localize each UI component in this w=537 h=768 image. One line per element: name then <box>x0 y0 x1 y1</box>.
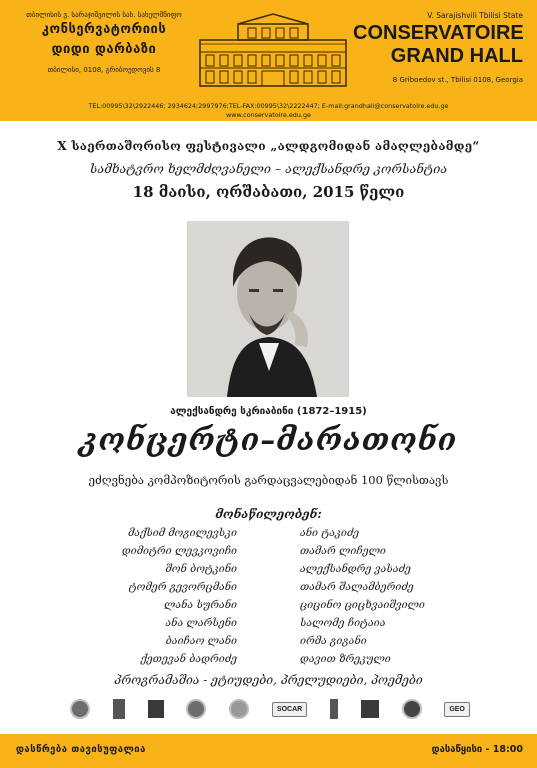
emblem-icon <box>70 698 90 720</box>
performer-name: შონ ბოტკინი <box>165 563 237 575</box>
eagle-crest-icon <box>113 698 125 720</box>
performer-name: მაქსიმ მოგილევსკი <box>128 527 237 539</box>
performer-row <box>0 653 537 671</box>
header-contact <box>0 102 537 120</box>
performer-name: ანი ტაკიძე <box>300 527 360 539</box>
header-left-subtitle: თბილისის ვ. სარაჯიშვილის სახ. სახელმწიფო <box>26 11 182 19</box>
performer-name: თამარ ლიჩელი <box>300 545 386 557</box>
round-seal-icon <box>186 698 206 720</box>
socar-logo-text: SOCAR <box>272 702 307 717</box>
composer-name: ალექსანდრე სკრიაბინი (1872–1915) <box>170 406 367 417</box>
geo-logo-text: GEO <box>444 702 470 717</box>
performer-name: ლანა სურანი <box>164 599 237 611</box>
figure-logo-icon <box>402 698 422 720</box>
performer-name: დიმიტრი ლევკოვიჩი <box>121 545 237 557</box>
program-line: პროგრამაშია - ეტიუდები, პრელუდიები, პოემები <box>114 673 423 687</box>
performer-name: ალექსანდრე ვასაძე <box>300 563 411 575</box>
performer-row <box>0 563 537 581</box>
header-left-title-2: დიდი დარბაზი <box>51 42 157 57</box>
performer-name: ირმა გიგანი <box>300 635 367 647</box>
sponsor-logos <box>70 696 470 722</box>
building-logo-icon <box>148 698 164 720</box>
footer-banner <box>0 734 537 768</box>
performer-name: თამარ შალამბერიძე <box>300 581 414 593</box>
header-right-title-2: GRAND HALL <box>390 45 523 67</box>
artistic-director: სამხატვრო ხელმძღვანელი – ალექსანდრე კორსანტია <box>89 161 448 176</box>
header-banner <box>0 0 537 121</box>
participants-label: მონაწილეობენ: <box>215 507 322 521</box>
geo-logo-icon <box>444 698 470 720</box>
header-right-address: 8 Griboedov st., Tbilisi 0108, Georgia <box>392 76 523 84</box>
header-left-address: თბილისი, 0108, გრიბოედოვის 8 <box>47 66 161 74</box>
festival-title: X საერთაშორისო ფესტივალი „ალდგომიდან ამაღლებამდე“ <box>57 139 480 153</box>
concert-title: კონცერტი–მარათონი <box>79 423 458 458</box>
performer-name: სალომე ჩიტაია <box>300 617 386 629</box>
conservatoire-building-icon <box>198 10 348 90</box>
performer-row <box>0 527 537 545</box>
header-right-subtitle: V. Sarajishvili Tbilisi State <box>427 11 523 20</box>
free-entrance-text: დასწრება თავისუფალია <box>16 744 146 755</box>
header-right-english <box>353 10 523 84</box>
start-time-text: დასაწყისი - 18:00 <box>431 744 523 755</box>
contact-line: TEL:00995\32\2922446; 2934624;2997976;TEL-FAX:00995\32\2222447; E-mail:grandhall@conservatoire.edu.ge <box>88 102 449 110</box>
performer-name: ქეთევან ბადრიძე <box>140 653 237 665</box>
performer-row <box>0 617 537 635</box>
website-link[interactable]: www.conservatoire.edu.ge <box>226 111 311 119</box>
tower-logo-icon <box>330 698 338 720</box>
performer-name: ბაიჩაო ლანი <box>165 635 237 647</box>
performer-name: ანა ლარსენი <box>165 617 237 629</box>
header-left-title-1: კონსერვატორიის <box>41 22 167 37</box>
socar-logo-icon <box>272 698 307 720</box>
performer-name: ციცინო ციცხვაიშვილი <box>300 599 425 611</box>
performer-name: ტომერ გევორცმანი <box>128 581 237 593</box>
header-right-title-1: CONSERVATOIRE <box>353 22 524 44</box>
performer-row <box>0 599 537 617</box>
sun-logo-icon <box>229 698 249 720</box>
film-logo-icon <box>361 698 379 720</box>
dedication-line: ეძღვნება კომპოზიტორის გარდაცვალებიდან 100 წლისთავს <box>88 473 449 487</box>
header-left-georgian <box>14 10 194 74</box>
event-date: 18 მაისი, ორშაბათი, 2015 წელი <box>132 183 405 201</box>
performer-row <box>0 635 537 653</box>
performers-list <box>0 527 537 671</box>
performer-name: დავით ზრეკული <box>300 653 391 665</box>
performer-row <box>0 581 537 599</box>
composer-portrait-photo <box>187 221 349 397</box>
performer-row <box>0 545 537 563</box>
